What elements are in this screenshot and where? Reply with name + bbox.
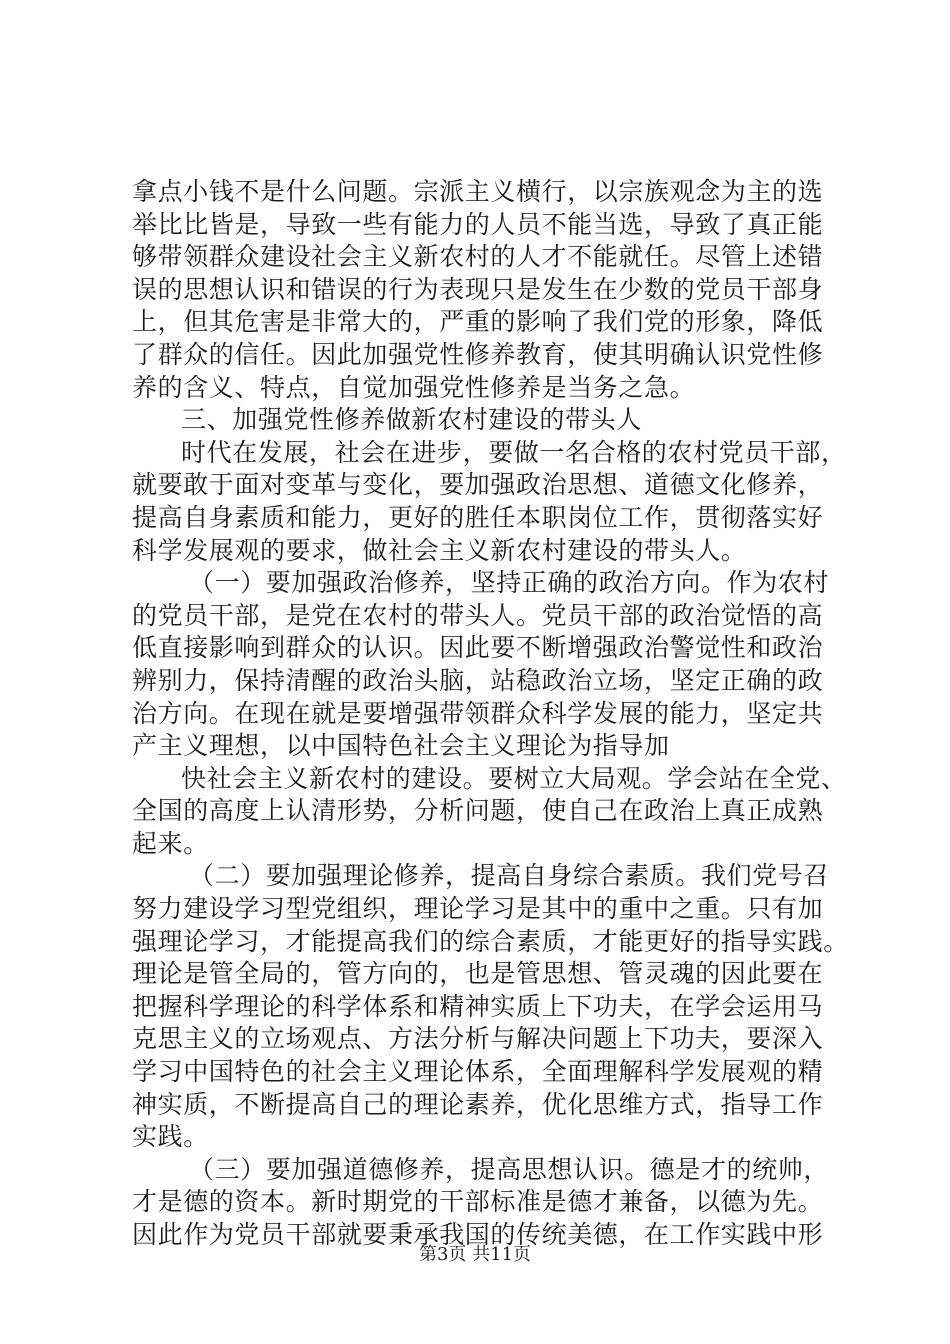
text-line: 治方向。在现在就是要增强带领群众科学发展的能力，坚定共 [132,698,824,728]
text-line: 克思主义的立场观点、方法分析与解决问题上下功夫，要深入 [132,1024,824,1054]
text-line: 强理论学习，才能提高我们的综合素质，才能更好的指导实践。 [132,926,849,956]
text-line: 努力建设学习型党组织，理论学习是其中的重中之重。只有加 [132,894,824,924]
text-line: 起来。 [132,828,209,858]
page-number-footer: 第3页 共11页 [418,1244,532,1265]
subsection-line: （二）要加强理论修养，提高自身综合素质。我们党号召 [189,861,830,891]
text-line: 把握科学理论的科学体系和精神实质上下功夫，在学会运用马 [132,991,824,1021]
text-line: 理论是管全局的，管方向的，也是管思想、管灵魂的因此要在 [132,959,824,989]
text-line: 辨别力，保持清醒的政治头脑，站稳政治立场，坚定正确的政 [132,665,824,695]
section-heading: 三、加强党性修养做新农村建设的带头人 [181,405,642,435]
text-line: 因此作为党员干部就要秉承我国的传统美德，在工作实践中形 [132,1220,824,1249]
text-line: 够带领群众建设社会主义新农村的人才不能就任。尽管上述错 [132,242,824,272]
text-line: 学习中国特色的社会主义理论体系，全面理解科学发展观的精 [132,1057,824,1087]
text-line: 的党员干部，是党在农村的带头人。党员干部的政治觉悟的高 [132,600,824,630]
text-line: 快社会主义新农村的建设。要树立大局观。学会站在全党、 [181,763,847,793]
text-line: 了群众的信任。因此加强党性修养教育，使其明确认识党性修 [132,339,824,369]
text-line: 时代在发展，社会在进步，要做一名合格的农村党员干部， [181,437,847,467]
text-line: 实践。 [132,1122,209,1152]
text-line: 举比比皆是，导致一些有能力的人员不能当选，导致了真正能 [132,209,824,239]
text-line: 低直接影响到群众的认识。因此要不断增强政治警觉性和政治 [132,633,824,663]
text-line: 才是德的资本。新时期党的干部标准是德才兼备，以德为先。 [132,1187,824,1217]
text-line: 上，但其危害是非常大的，严重的影响了我们党的形象，降低 [132,307,824,337]
subsection-line: （一）要加强政治修养，坚持正确的政治方向。作为农村 [189,568,830,598]
text-line: 神实质，不断提高自己的理论素养，优化思维方式，指导工作 [132,1089,824,1119]
text-line: 科学发展观的要求，做社会主义新农村建设的带头人。 [132,535,747,565]
text-line: 拿点小钱不是什么问题。宗派主义横行，以宗族观念为主的选 [132,177,824,206]
subsection-line: （三）要加强道德修养，提高思想认识。德是才的统帅， [189,1154,830,1184]
text-line: 养的含义、特点，自觉加强党性修养是当务之急。 [132,372,696,402]
document-body [132,176,849,1252]
text-line: 全国的高度上认清形势，分析问题，使自己在政治上真正成熟 [132,796,824,826]
text-line: 提高自身素质和能力，更好的胜任本职岗位工作，贯彻落实好 [132,502,824,532]
text-line: 产主义理想，以中国特色社会主义理论为指导加 [132,731,670,761]
text-line: 误的思想认识和错误的行为表现只是发生在少数的党员干部身 [132,274,824,304]
text-line: 就要敢于面对变革与变化，要加强政治思想、道德文化修养， [132,470,824,500]
